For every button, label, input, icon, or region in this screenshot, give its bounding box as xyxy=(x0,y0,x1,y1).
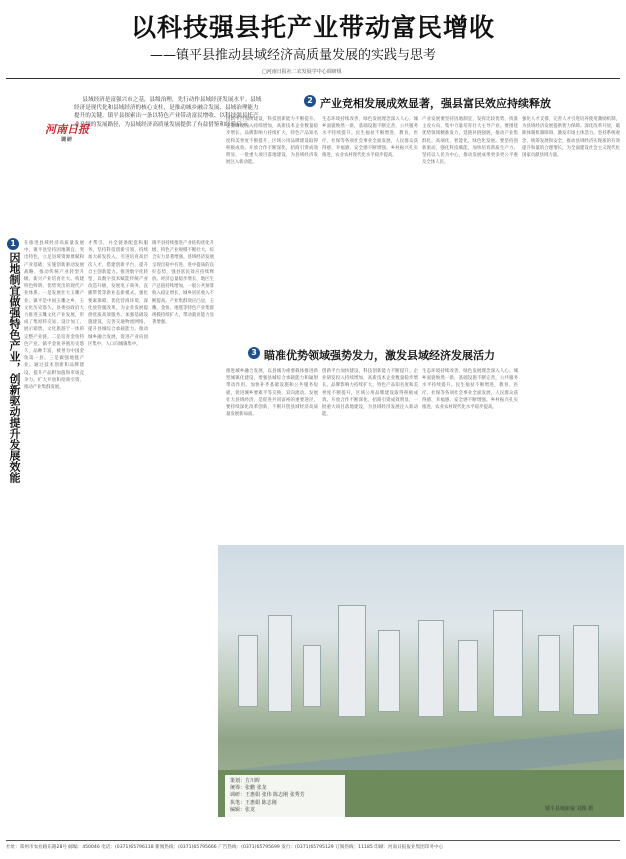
building xyxy=(538,635,560,712)
section-3-title: 瞄准优势领域强势发力，激发县域经济发展活力 xyxy=(264,349,495,362)
column-3: 镇平县持续推进产业结构优化升级，特色产业规模不断壮大，综合实力显著增强。县域经济发展呈现出稳中有进、进中提质的良好态势，强县富民效应持续释放。经济总量稳步增长，地区生产总值持续增加，一般公共预算收入稳定增长，城乡居民收入不断提高。产业集群效应凸显，玉雕、金鱼、地毯等特色产业集群规模持续扩大，带动就业能力显著增强。 xyxy=(152,241,214,326)
section-2-title: 产业竞相发展成效显著，强县富民效应持续释放 xyxy=(320,97,551,110)
column-8: 推进城乡融合发展，以县城为重要载体推进新型城镇化建设，增强县城综合承载能力和辐射带动作用。加快补齐基础设施和公共服务短板，促进城乡要素平等交换、双向流动。发展壮大县域经济，是促进共同富裕的重要途径，要持续深化改革创新，不断开创县域经济高质量发展新局面。 xyxy=(226,369,318,418)
column-6: 产业发展要坚持因地制宜，发挥比较优势，找准主攻方向，集中力量培育壮大主导产业。要围绕优势领域精准发力，延链补链强链，推动产业集群化、高端化、智能化、绿色化发展。要坚持创新驱动，强化科技赋能，加快培育新质生产力。坚持以人民为中心，推动发展成果更多更公平惠及全体人民。 xyxy=(422,117,518,166)
section-1-title: 因地制宜做强特色产业，创新驱动提升发展效能 xyxy=(8,252,21,483)
photo-caption: 镇平县城新貌 刘俊 摄 xyxy=(545,806,594,812)
column-7: 强化人才支撑，完善人才引进培养使用激励机制，为县域经济发展提供智力保障。深化改革开放，破除体制机制障碍，激发市场主体活力。坚持系统观念，统筹发展和安全，推动县域经济实现质的有效提升和量的合理增长，为全面建设社会主义现代化国家贡献县域力量。 xyxy=(522,117,620,159)
column-5: 生态环境持续改善，绿色发展理念深入人心。城乡面貌焕然一新，基础设施不断完善，公共服务水平持续提升。民生福祉不断增进，教育、医疗、社保等各项社会事业全面发展，人民群众获得感、幸福感、安全感不断增强。乡村振兴扎实推进，农业农村现代化水平稳步提高。 xyxy=(322,117,418,159)
logo-sub: 调研 xyxy=(60,137,73,143)
column-2: 才帮引，并全链条配套和服务。坚持科技创新引领，持续加大研发投入，引进培育高层次人才，搭建创新平台，提升自主创新能力。推进数字化转型，以数字技术赋能传统产业改造升级，发展电子商务、直播带货等新业态新模式。强化要素保障，优化营商环境，深化放管服改革，为企业发展提供优质高效服务。加强基础设施建设，完善交通物流网络，提升县城综合承载能力。推动城乡融合发展，促进产业向园区集中、人口向城镇集中。 xyxy=(88,241,148,347)
header-rule xyxy=(6,78,620,79)
column-9: 创新平台加快建设，科技创新能力不断提升。企业研发投入持续增加，高新技术企业数量稳步增长。品牌影响力持续扩大，特色产品知名度和美誉度不断提升，区域公用品牌建设取得积极成效。开放合作不断深化，招商引资成效明显，一批重大项目落地建设，为县域经济发展注入新动能。 xyxy=(322,369,418,418)
building xyxy=(418,620,444,717)
section-1-badge: 1 xyxy=(7,238,19,250)
page-title: 以科技强县托产业带动富民增收 xyxy=(130,13,495,42)
column-1: 在推进县域经济高质量发展中，镇平县坚持因地制宜、突出特色，立足县域资源禀赋和产业基础，实施创新驱动发展战略，推动传统产业转型升级、新兴产业培育壮大。构建特色鲜明、优势突出的现代产业体系。一是发展壮大玉雕产业。镇平是中国玉雕之乡，玉文化历史悠久，县委县政府大力推进玉雕文化产业发展，形成了集原料交易、设计加工、展示销售、文化旅游于一体的完整产业链。二是培育金鱼特色产业。镇平金鱼养殖历史悠久，品种丰富，被誉为中国金鱼第一县。三是做强地毯产业。通过技术创新和品牌建设，提升产品附加值和市场竞争力。扩大开放和招商引资，推动产业集群发展。 xyxy=(24,241,84,391)
building xyxy=(338,605,366,717)
column-10: 生态环境持续改善，绿色发展理念深入人心。城乡面貌焕然一新，基础设施不断完善，公共服务水平持续提升。民生福祉不断增进，教育、医疗、社保等各项社会事业全面发展，人民群众获得感、幸福感、安全感不断增强。乡村振兴扎实推进，农业农村现代化水平稳步提高。 xyxy=(422,369,518,411)
section-3-badge: 3 xyxy=(248,347,260,359)
page-footer: 社址：郑州市农业路东路28号 邮编：450046 电话：(0371)65796118 新闻热线：(0371)65795666 广告热线：(0371)65795699 发行：(0371)65795129 订阅热线：11185 印刷：河南日报报业集团印务中心 xyxy=(6,840,620,850)
credit-line: 执笔：王惠娟 陈志刚 xyxy=(230,799,277,806)
credit-line: 统筹：张鹏 张龙 xyxy=(230,785,267,792)
page-subtitle: ——镇平县推动县域经济高质量发展的实践与思考 xyxy=(150,48,437,63)
byline: □河南日报社二农发展学中心调研组 xyxy=(262,69,342,75)
credit-line: 编辑：张龙 xyxy=(230,806,256,813)
credit-line: 策划：方川晖 xyxy=(230,778,261,784)
building xyxy=(493,610,523,717)
building xyxy=(458,640,478,712)
building xyxy=(378,630,400,712)
credit-line: 调研：王惠娟 张伟 陈志刚 张秀芳 xyxy=(230,792,305,799)
building xyxy=(268,615,292,712)
section-2-badge: 2 xyxy=(304,95,316,107)
building xyxy=(303,645,321,707)
building xyxy=(238,635,258,707)
intro-paragraph: 县域经济是富强兴市之基，县级治理，先行动作县域经济发展水平。县域经济是现代化和县域经济的核心支柱，是推动城乡融合发展、县域治理能力提升的关键。镇平县探索出一条以特色产业带动富民增收、以科技强县托产业升级的发展路径，为县域经济高质量发展提供了有益借鉴和经验启示。 xyxy=(74,97,262,128)
credit-box xyxy=(225,775,345,821)
building xyxy=(573,625,599,715)
column-4: 创新平台加快建设，科技创新能力不断提升。企业研发投入持续增加，高新技术企业数量稳步增长。品牌影响力持续扩大，特色产品知名度和美誉度不断提升，区域公用品牌建设取得积极成效。开放合作不断深化，招商引资成效明显，一批重大项目落地建设，为县域经济发展注入新动能。 xyxy=(226,117,318,166)
logo-main: 河南日报 xyxy=(45,123,89,136)
